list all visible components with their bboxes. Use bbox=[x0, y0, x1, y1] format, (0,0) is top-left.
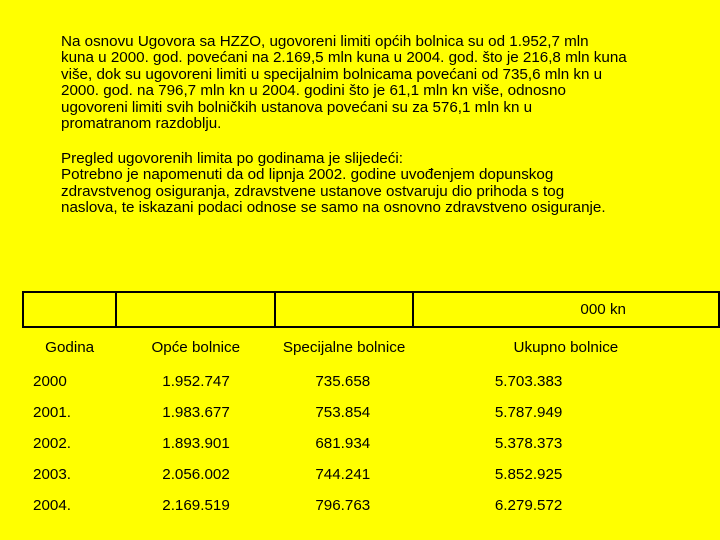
year-cell: 2004. bbox=[33, 497, 72, 514]
total-hospitals-cell: 5.703.383 bbox=[494, 373, 563, 390]
year-cell: 2000 bbox=[33, 373, 67, 390]
intro-line: 2000. god. na 796,7 mln kn u 2004. godini što je 61,1 mln kn više, odnosno bbox=[61, 82, 566, 100]
overview-line: zdravstvenog osiguranja, zdravstvene ustanove ostvaruju dio prihoda s tog bbox=[61, 182, 565, 200]
intro-line: Na osnovu Ugovora sa HZZO, ugovoreni limiti općih bolnica su od 1.952,7 mln bbox=[61, 33, 589, 50]
header-ukupno-bolnice: Ukupno bolnice bbox=[513, 338, 619, 356]
year-cell: 2003. bbox=[33, 466, 72, 483]
unit-spacer-cell bbox=[116, 292, 275, 327]
overview-line: Pregled ugovorenih limita po godinama je slijedeći: bbox=[61, 150, 403, 167]
header-row bbox=[23, 327, 719, 366]
table-row bbox=[23, 428, 719, 459]
general-hospitals-cell: 1.983.677 bbox=[162, 404, 230, 421]
header-opce-bolnice: Opće bolnice bbox=[151, 338, 241, 356]
special-hospitals-cell: 796.763 bbox=[315, 497, 371, 514]
unit-spacer-cell bbox=[23, 292, 116, 327]
table-row bbox=[23, 397, 719, 428]
overview-line: naslova, te iskazani podaci odnose se samo na osnovno zdravstveno osiguranje. bbox=[61, 199, 606, 217]
overview-line: Potrebno je napomenuti da od lipnja 2002. godine uvođenjem dopunskog bbox=[61, 166, 554, 184]
general-hospitals-cell: 2.169.519 bbox=[162, 497, 230, 514]
table-row bbox=[23, 366, 719, 397]
intro-line: više, dok su ugovoreni limiti u specijalnim bolnicama povećani od 735,6 mln kn u bbox=[61, 65, 603, 83]
special-hospitals-cell: 753.854 bbox=[315, 404, 371, 421]
special-hospitals-cell: 744.241 bbox=[315, 466, 371, 483]
header-specijalne-bolnice: Specijalne bolnice bbox=[282, 338, 406, 356]
header-godina: Godina bbox=[45, 338, 95, 356]
year-cell: 2002. bbox=[33, 435, 72, 452]
general-hospitals-cell: 2.056.002 bbox=[162, 466, 230, 483]
intro-line: kuna u 2000. god. povećani na 2.169,5 mln kuna u 2004. god. što je 216,8 mln kuna bbox=[61, 49, 627, 67]
intro-paragraph bbox=[61, 34, 711, 132]
table-row bbox=[23, 459, 719, 490]
year-cell: 2001. bbox=[33, 404, 72, 421]
special-hospitals-cell: 735.658 bbox=[315, 373, 371, 390]
limits-table bbox=[22, 291, 720, 521]
total-hospitals-cell: 5.787.949 bbox=[494, 404, 563, 421]
special-hospitals-cell: 681.934 bbox=[315, 435, 371, 452]
intro-line: promatranom razdoblju. bbox=[61, 115, 222, 133]
general-hospitals-cell: 1.952.747 bbox=[162, 373, 230, 390]
total-hospitals-cell: 5.378.373 bbox=[494, 435, 563, 452]
overview-paragraph bbox=[61, 151, 711, 217]
general-hospitals-cell: 1.893.901 bbox=[162, 435, 230, 452]
table-row bbox=[23, 490, 719, 521]
total-hospitals-cell: 6.279.572 bbox=[494, 497, 563, 514]
intro-line: ugovoreni limiti svih bolničkih ustanova povećani su za 576,1 mln kn u bbox=[61, 98, 533, 116]
unit-label: 000 kn bbox=[413, 292, 719, 327]
unit-spacer-cell bbox=[275, 292, 413, 327]
unit-row bbox=[23, 292, 719, 327]
total-hospitals-cell: 5.852.925 bbox=[494, 466, 563, 483]
